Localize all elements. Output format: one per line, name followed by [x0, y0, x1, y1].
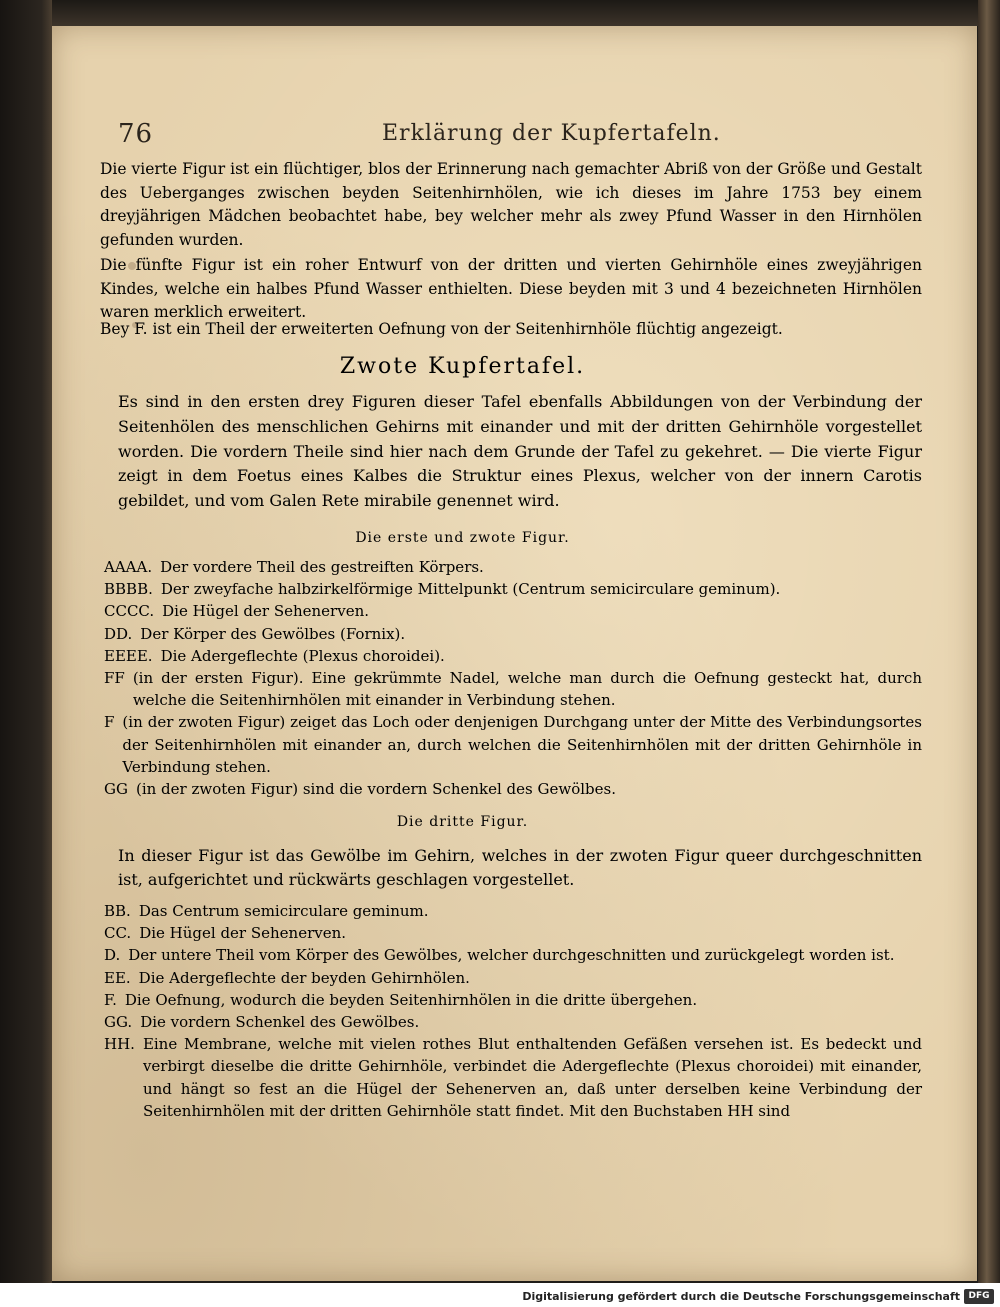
legend-entry: [104, 556, 922, 578]
legend-entry: [104, 1011, 922, 1033]
legend-entry: [104, 1033, 922, 1122]
legend-key: HH.: [104, 1035, 135, 1054]
subheading-first-second-figure: Die erste und zwote Figur.: [355, 530, 570, 546]
page-header: [118, 119, 918, 155]
legend-entry: [104, 578, 922, 600]
legend-entry: [104, 711, 922, 778]
legend-text: Der Körper des Gewölbes (Fornix).: [140, 624, 406, 643]
left-book-edge: [0, 0, 52, 1283]
legend-text: (in der ersten Figur). Eine gekrümmte Nadel, welche man durch die Oefnung gesteckt hat, durch welche die Seitenhirnhölen mit einander in Verbindung stehen.: [132, 669, 922, 710]
legend-text: Die Oefnung, wodurch die beyden Seitenhirnhölen in die dritte übergehen.: [124, 990, 698, 1009]
book-binding-edge: [978, 0, 1000, 1283]
legend-entry: [104, 645, 922, 667]
top-book-edge: [52, 0, 978, 26]
legend-key: GG: [104, 780, 128, 799]
legend-text: Die Adergeflechte der beyden Gehirnhölen.: [138, 968, 470, 987]
legend-entry: [104, 623, 922, 645]
third-figure-paragraph: In dieser Figur ist das Gewölbe im Gehirn, welches in der zwoten Figur queer durchgeschnitten ist, aufgerichtet und rückwärts geschlagen vorgestellet.: [118, 846, 922, 889]
legend-text: Der vordere Theil des gestreiften Körpers.: [160, 558, 484, 576]
legend-text: Eine Membrane, welche mit vielen rothes Blut enthaltenden Gefäßen versehen ist. Es bedeckt und verbirgt dieselbe die dritte Gehirnhöle, verbindet die Adergeflechte (Plexus choroidei) mit einander, und hängt so fest an die Hügel der Sehenerven an, daß unter derselben keine Verbindung der Seitenhirnhölen mit der dritten Gehirnhöle statt findet. Mit den Buchstaben HH sind: [142, 1035, 922, 1120]
legend-key: AAAA.: [104, 558, 153, 576]
legend-text: (in der zwoten Figur) zeiget das Loch oder denjenigen Durchgang unter der Mitte des Verbindungsortes der Seitenhirnhölen mit einander an, durch welchen die Seitenhirnhölen mit der dritten Gehirnhöle in Verbindung stehen.: [122, 713, 922, 776]
paragraph-fifth-figure: Die fünfte Figur ist ein roher Entwurf von der dritten und vierten Gehirnhöle eines zweyjährigen Kindes, welche ein halbes Pfund Wasser enthielten. Diese beyden mit 3 und 4 bezeichneten Hirnhölen waren merklich erweitert.: [100, 256, 922, 322]
paragraph-bey-f: Bey F. ist ein Theil der erweiterten Oefnung von der Seitenhirnhöle flüchtig angezeigt.: [100, 320, 783, 338]
legend-list-2: [104, 900, 922, 1122]
legend-entry: [104, 922, 922, 944]
legend-key: CC.: [104, 924, 132, 943]
legend-key: D.: [104, 946, 121, 965]
dfg-logo-icon: DFG: [964, 1289, 994, 1304]
legend-entry: [104, 600, 922, 622]
legend-entry: [104, 944, 922, 966]
legend-key: DD.: [104, 624, 133, 643]
legend-text: Die Hügel der Sehenerven.: [162, 602, 370, 621]
legend-key: EE.: [104, 968, 131, 987]
legend-key: EEEE.: [104, 646, 153, 665]
legend-key: BBBB.: [104, 580, 153, 599]
page-number: 76: [118, 119, 154, 149]
legend-text: Der zweyfache halbzirkelförmige Mittelpunkt (Centrum semicirculare geminum).: [160, 580, 781, 599]
digitization-footer: [0, 1287, 1000, 1307]
section-title: Zwote Kupfertafel.: [339, 354, 586, 379]
legend-text: (in der zwoten Figur) sind die vordern Schenkel des Gewölbes.: [135, 780, 616, 799]
legend-key: GG.: [104, 1013, 133, 1032]
legend-key: CCCC.: [104, 602, 155, 621]
legend-text: Der untere Theil vom Körper des Gewölbes, welcher durchgeschnitten und zurückgelegt worden ist.: [128, 946, 895, 965]
legend-key: F: [104, 713, 115, 732]
footer-credit: Digitalisierung gefördert durch die Deutsche Forschungsgemeinschaft: [522, 1290, 960, 1303]
legend-text: Die Adergeflechte (Plexus choroidei).: [160, 646, 445, 665]
intro-paragraph: Es sind in den ersten drey Figuren dieser Tafel ebenfalls Abbildungen von der Verbindung der Seitenhölen des menschlichen Gehirns mit einander und mit der dritten Gehirnhöle vorgestellet worden. Die vordern Theile sind hier nach dem Grunde der Tafel zu gekehret. — Die vierte Figur zeigt in dem Foetus eines Kalbes die Struktur eines Plexus, welcher von der innern Carotis gebildet, und vom Galen Rete mirabile genennet wird.: [118, 392, 922, 511]
subheading-third-figure: Die dritte Figur.: [396, 814, 529, 830]
legend-text: Die vordern Schenkel des Gewölbes.: [140, 1013, 420, 1032]
legend-key: F.: [104, 990, 117, 1009]
legend-key: BB.: [104, 902, 131, 920]
legend-entry: [104, 667, 922, 711]
legend-entry: [104, 778, 922, 800]
legend-list-1: [104, 556, 922, 800]
legend-entry: [104, 989, 922, 1011]
legend-entry: [104, 900, 922, 922]
legend-text: Das Centrum semicirculare geminum.: [138, 902, 429, 920]
legend-key: FF: [104, 669, 125, 688]
legend-entry: [104, 967, 922, 989]
running-head: Erklärung der Kupfertafeln.: [382, 121, 721, 146]
paragraph-fourth-figure: Die vierte Figur ist ein flüchtiger, blos der Erinnerung nach gemachter Abriß von der Größe und Gestalt des Ueberganges zwischen beyden Seitenhirnhölen, wie ich dieses im Jahre 1753 bey einem dreyjährigen Mädchen beobachtet habe, bey welcher mehr als zwey Pfund Wasser in den Hirnhölen gefunden wurden.: [100, 160, 922, 250]
legend-text: Die Hügel der Sehenerven.: [139, 924, 347, 943]
